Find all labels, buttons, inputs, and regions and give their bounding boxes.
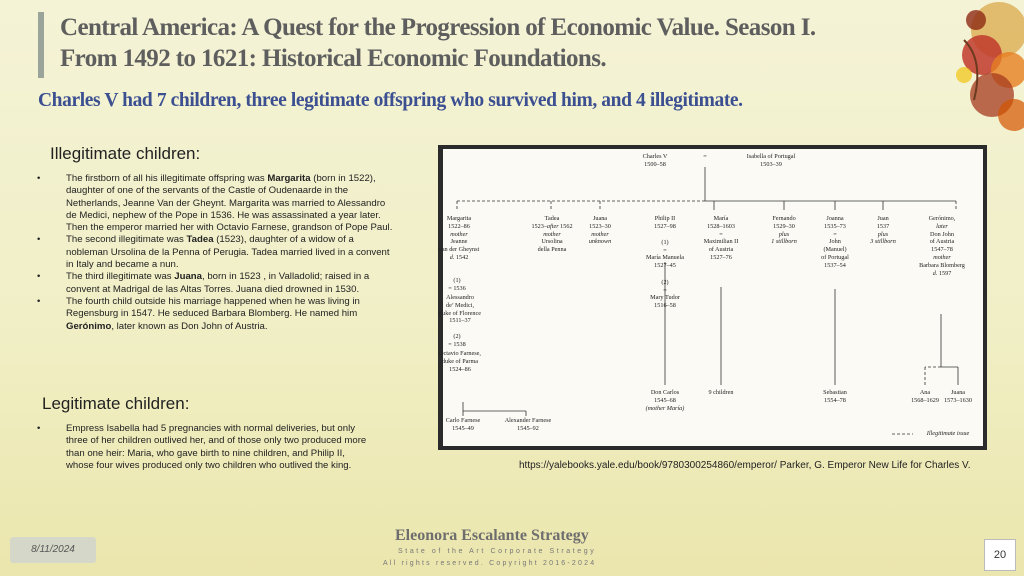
philip-marriage-1: (1) = xyxy=(661,239,669,254)
slide-title xyxy=(60,12,920,74)
node-mary-tudor: Mary Tudor 1516–58 xyxy=(650,294,680,309)
list-item: • The firstborn of all his illegitimate offspring was Margarita (born in 1522), daughter of one of the servants of the Castle of Oudenaarde in the Netherlands, Jeanne Van der Gheynt. Margarita was married to Alessandro de Medici, nephew of the Pope in 1536. He was assassinated a year later. Then the emperor married her with Octavio Farnese, grandson of Pope Paul. xyxy=(37,173,393,234)
node-nine-children: 9 children xyxy=(708,389,734,396)
title-line-1: Central America: A Quest for the Progression of Economic Value. Season I. xyxy=(60,14,816,41)
legitimate-list xyxy=(37,423,367,472)
slide-subtitle: Charles V had 7 children, three legitimate offspring who survived him, and 4 illegitimate. xyxy=(38,90,743,111)
slide-date: 8/11/2024 xyxy=(10,537,96,563)
list-item: • The second illegitimate was Tadea (1523), daughter of a widow of a nobleman Ursolina de la Penna of Perugia. Tadea married lived in a convent in Italy and became a nun. xyxy=(37,234,393,271)
legitimate-heading: Legitimate children: xyxy=(42,394,190,413)
footer-copyright: All rights reserved. Copyright 2016-2024 xyxy=(383,560,597,567)
node-maria-manuela: María Manuela 1527–45 xyxy=(646,254,684,269)
node-fernando: Fernando 1529–30 plus 1 stillborn xyxy=(771,215,797,246)
flower-decoration-image xyxy=(904,0,1024,140)
title-accent-bar xyxy=(38,12,44,78)
node-philip-ii: Philip II 1527–98 xyxy=(654,215,676,230)
philip-marriage-2: (2) = xyxy=(661,279,669,294)
slide-number: 20 xyxy=(984,539,1016,571)
list-item: • The third illegitimate was Juana, born in 1523 , in Valladolid; raised in a convent at Madrigal de las Altas Torres. Juana died drowned in 1530. xyxy=(37,271,393,296)
node-alessandro: Alessandro de’ Medici, duke of Florence 1511–37 xyxy=(439,294,481,325)
node-margarita: Margarita 1522–86 mother Jeanne van der Gheynst d. 1542 xyxy=(438,215,480,261)
node-carlo-farnese: Carlo Farnese 1545–49 xyxy=(445,417,481,432)
list-item: • The fourth child outside his marriage happened when he was living in Regensburg in 1547. He seduced Barbara Blomberg. He named him Gerónimo, later known as Don John of Austria. xyxy=(37,296,393,333)
title-line-2: From 1492 to 1621: Historical Economic Foundations. xyxy=(60,45,606,72)
legend-illegitimate-issue: Illegitimate issue xyxy=(926,430,970,437)
marriage-1: (1) = 1536 xyxy=(448,277,466,292)
node-charles-v: Charles V 1500–58 xyxy=(642,153,668,168)
node-sebastian: Sebastian 1554–78 xyxy=(823,389,847,404)
footer-brand: Eleonora Escalante Strategy xyxy=(395,527,589,544)
node-ana: Ana 1568–1629 xyxy=(911,389,939,404)
node-geronimo: Gerónimo, later Don John of Austria 1547–78 mother Barbara Blomberg d. 1597 xyxy=(919,215,965,277)
illegitimate-heading: Illegitimate children: xyxy=(50,144,201,163)
source-citation: https://yalebooks.yale.edu/book/9780300254860/emperor/ Parker, G. Emperor New Life for Charles V. xyxy=(519,460,971,471)
marriage-2: (2) = 1538 xyxy=(448,333,466,348)
family-tree-diagram xyxy=(438,149,983,446)
marriage-sign: = xyxy=(703,153,707,160)
node-joanna: Joanna 1535–73 = John (Manuel) of Portugal 1537–54 xyxy=(821,215,849,269)
node-don-carlos: Don Carlos 1545–68 (mother María) xyxy=(645,389,685,412)
illegitimate-list xyxy=(37,173,393,333)
node-juana-legitimate: Juana 1573–1630 xyxy=(944,389,972,404)
footer-tagline: State of the Art Corporate Strategy xyxy=(398,548,597,555)
node-alexander-farnese: Alexander Farnese 1545–92 xyxy=(504,417,552,432)
node-octavio: Octavio Farnese, duke of Parma 1524–86 xyxy=(439,350,481,373)
node-maria: María 1528–1603 = Maximilian II of Austria 1527–76 xyxy=(703,215,739,261)
list-item: • Empress Isabella had 5 pregnancies with normal deliveries, but only three of her children outlived her, and of those only two produced more than one heir: Maria, who gave birth to nine children, and Philip II, whose four wives produced only two children who outlived the king. xyxy=(37,423,367,472)
node-isabella: Isabella of Portugal 1503–39 xyxy=(746,153,796,168)
node-juana-illegitimate: Juana 1523–30 mother unknown xyxy=(588,215,612,246)
node-juan: Juan 1537 plus 3 stillborn xyxy=(870,215,896,246)
node-tadea: Tadea 1523–after 1562 mother Ursolina della Penna xyxy=(531,215,573,254)
